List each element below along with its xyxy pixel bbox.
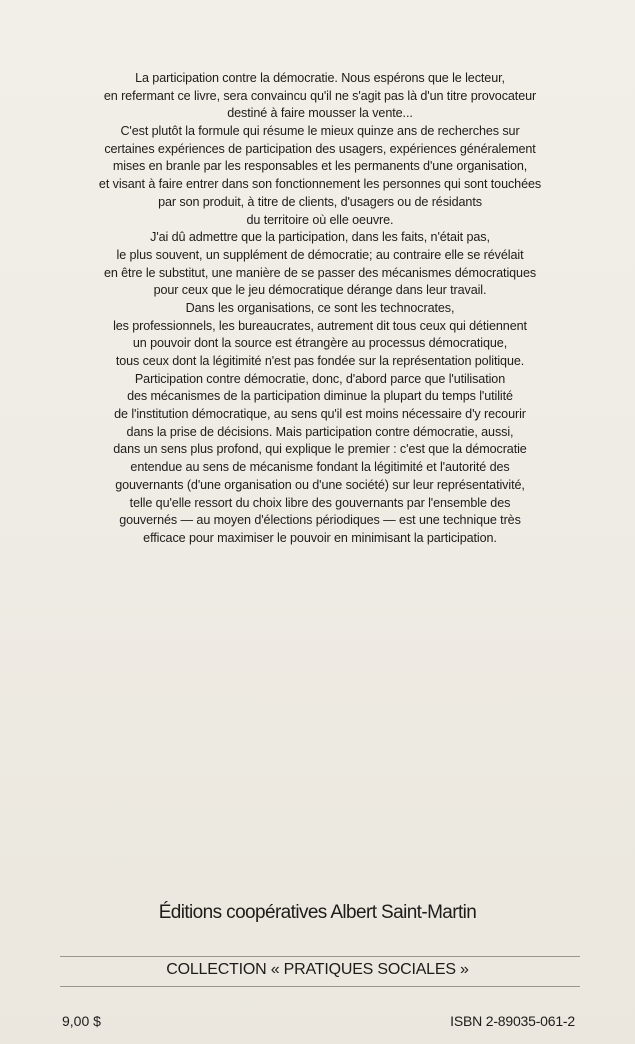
blurb-line: C'est plutôt la formule qui résume le mieux quinze ans de recherches sur	[120, 124, 520, 139]
publisher-name: Éditions coopératives Albert Saint-Martin	[158, 902, 477, 923]
divider-top	[60, 956, 580, 957]
blurb-line: certaines expériences de participation des usagers, expériences généralement	[104, 141, 536, 156]
blurb-line: pour ceux que le jeu démocratique dérange dans leur travail.	[153, 283, 487, 298]
blurb-line: du territoire où elle oeuvre.	[246, 212, 394, 227]
blurb-line: efficace pour maximiser le pouvoir en minimisant la participation.	[143, 530, 497, 545]
blurb-line: Dans les organisations, ce sont les technocrates,	[185, 300, 455, 315]
blurb-line: par son produit, à titre de clients, d'usagers ou de résidants	[158, 194, 482, 209]
blurb-line: et visant à faire entrer dans son fonctionnement les personnes qui sont touchées	[98, 177, 542, 192]
blurb-line: telle qu'elle ressort du choix libre des gouvernants par l'ensemble des	[129, 495, 511, 510]
blurb-line: Participation contre démocratie, donc, d'abord parce que l'utilisation	[134, 371, 506, 386]
blurb-line: gouvernés — au moyen d'élections périodiques — est une technique très	[119, 513, 521, 528]
blurb-line: mises en branle par les responsables et les permanents d'une organisation,	[112, 159, 528, 174]
blurb-text	[70, 70, 570, 548]
isbn-label: ISBN 2-89035-061-2	[450, 1013, 575, 1029]
blurb-line: La participation contre la démocratie. Nous espérons que le lecteur,	[135, 71, 505, 85]
blurb-line: dans la prise de décisions. Mais participation contre démocratie, aussi,	[126, 424, 514, 439]
blurb-line: les professionnels, les bureaucrates, autrement dit tous ceux qui détiennent	[113, 318, 527, 333]
blurb-line: un pouvoir dont la source est étrangère au processus démocratique,	[132, 336, 508, 351]
blurb-line: des mécanismes de la participation diminue la plupart du temps l'utilité	[127, 389, 513, 404]
blurb-line: en être le substitut, une manière de se passer des mécanismes démocratiques	[103, 265, 537, 280]
price-label: 9,00 $	[62, 1013, 101, 1029]
divider-bottom	[60, 986, 580, 987]
blurb-line: J'ai dû admettre que la participation, dans les faits, n'était pas,	[150, 230, 490, 245]
blurb-line: le plus souvent, un supplément de démocratie; au contraire elle se révélait	[116, 247, 524, 262]
blurb-line: entendue au sens de mécanisme fondant la légitimité et l'autorité des	[130, 460, 510, 475]
blurb-line: gouvernants (d'une organisation ou d'une société) sur leur représentativité,	[115, 477, 525, 492]
collection-title: COLLECTION « PRATIQUES SOCIALES »	[166, 961, 469, 978]
blurb-line: en refermant ce livre, sera convaincu qu'il ne s'agit pas là d'un titre provocateur	[103, 88, 537, 103]
blurb-line: destiné à faire mousser la vente...	[227, 106, 413, 121]
blurb-line: de l'institution démocratique, au sens qu'il est moins nécessaire d'y recourir	[114, 407, 526, 422]
blurb-line: dans un sens plus profond, qui explique le premier : c'est que la démocratie	[113, 442, 527, 457]
blurb-line: tous ceux dont la légitimité n'est pas fondée sur la représentation politique.	[115, 354, 525, 368]
